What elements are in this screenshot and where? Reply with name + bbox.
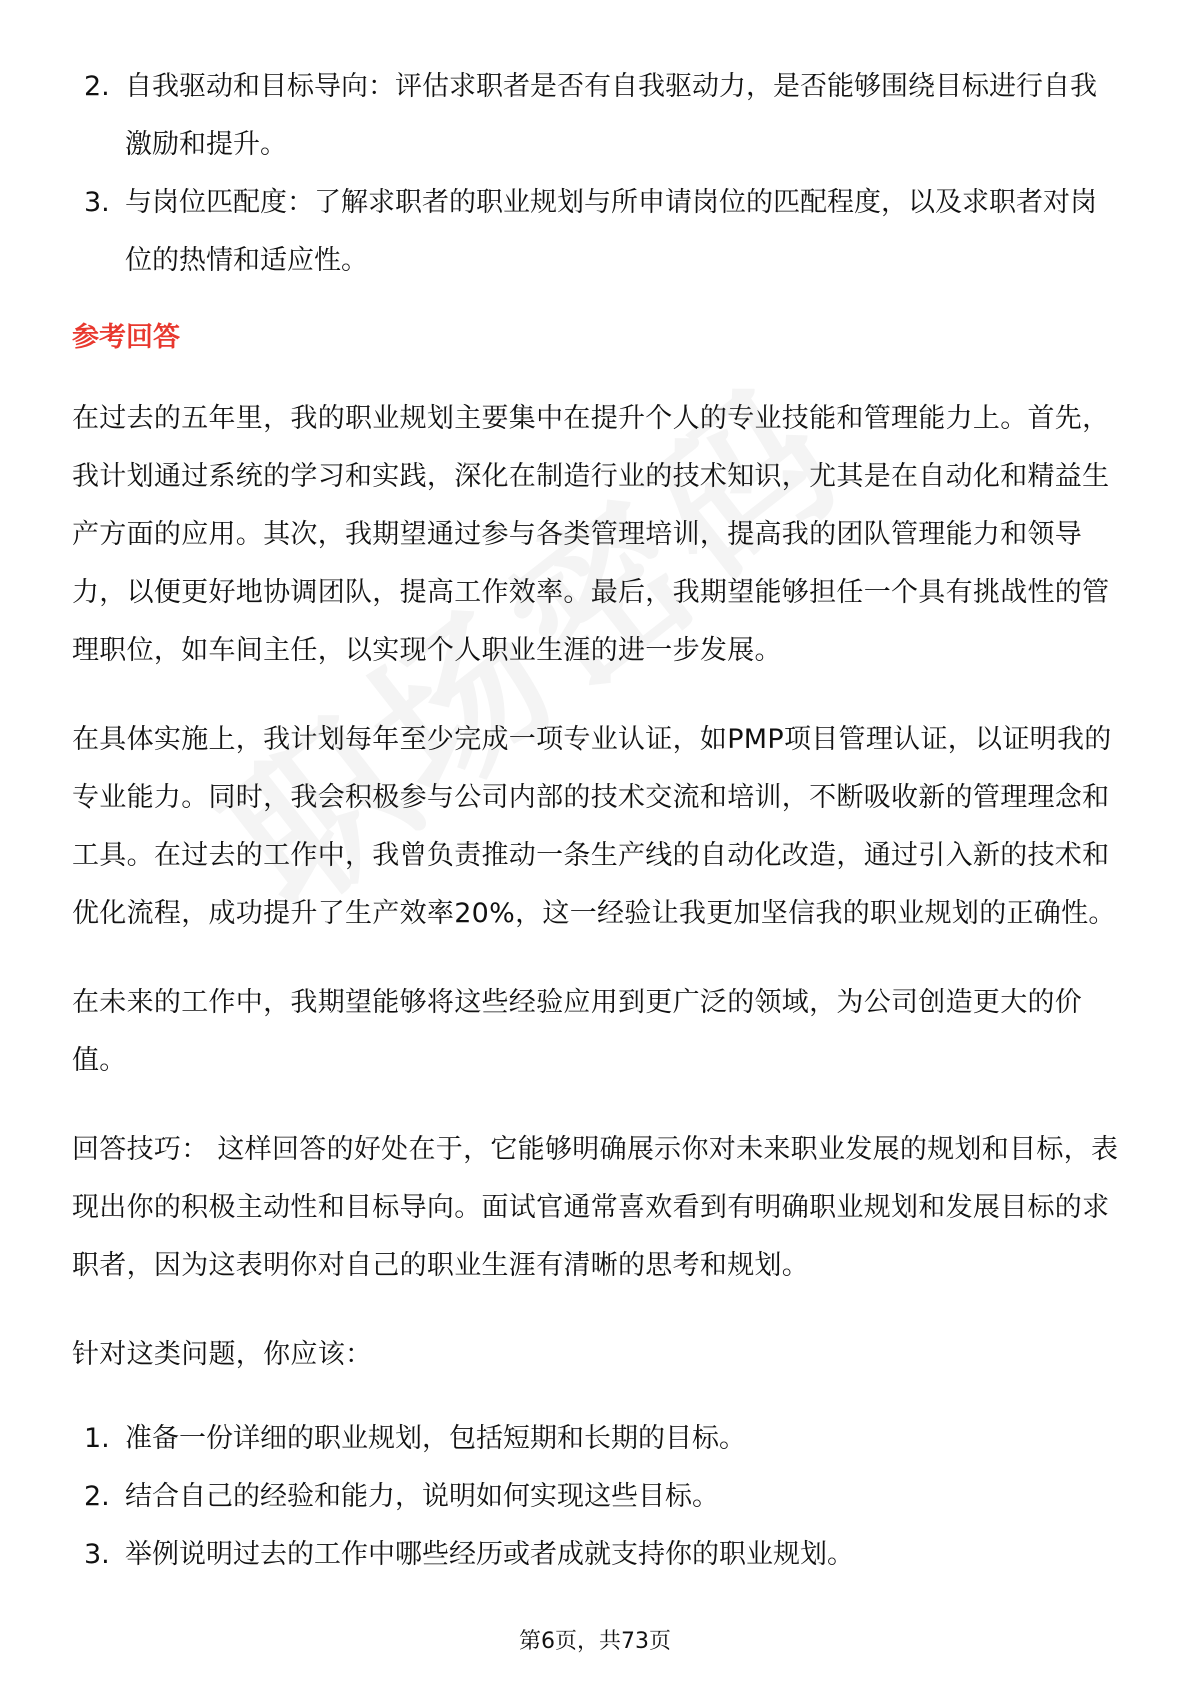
advice-intro: 针对这类问题，你应该：: [72, 1339, 373, 1370]
answer-paragraph-2: 在具体实施上，我计划每年至少完成一项专业认证，如PMP项目管理认证，以证明我的专业能力。同时，我会积极参与公司内部的技术交流和培训，不断吸收新的管理理念和工具。在过去的工作中，我曾负责推动一条生产线的自动化改造，通过引入新的技术和优化流程，成功提升了生产效率20%，这一经验让我更加坚信我的职业规划的正确性。: [72, 724, 1116, 929]
list-item-number: 3.: [84, 187, 110, 218]
list-item-text: 结合自己的经验和能力，说明如何实现这些目标。: [125, 1481, 719, 1512]
advice-list: [72, 1410, 1122, 1584]
list-item-number: 1.: [84, 1423, 110, 1454]
list-item-text: 准备一份详细的职业规划，包括短期和长期的目标。: [125, 1423, 746, 1454]
list-item-text: 自我驱动和目标导向：评估求职者是否有自我驱动力，是否能够围绕目标进行自我激励和提升。: [125, 71, 1097, 160]
list-item-number: 2.: [84, 71, 110, 102]
section-title: 参考回答: [72, 322, 180, 353]
criteria-list: [72, 58, 1122, 290]
list-item-number: 3.: [84, 1539, 110, 1570]
list-item: [72, 1526, 1122, 1584]
content-area: [72, 58, 1122, 1584]
list-item: [72, 58, 1122, 174]
answer-paragraph-3: 在未来的工作中，我期望能够将这些经验应用到更广泛的领域，为公司创造更大的价值。: [72, 987, 1083, 1076]
list-item-number: 2.: [84, 1481, 110, 1512]
tips-paragraph: 回答技巧： 这样回答的好处在于，它能够明确展示你对未来职业发展的规划和目标，表现出你的积极主动性和目标导向。面试官通常喜欢看到有明确职业规划和发展目标的求职者，因为这表明你对自己的职业生涯有清晰的思考和规划。: [72, 1134, 1119, 1281]
list-item-text: 与岗位匹配度：了解求职者的职业规划与所申请岗位的匹配程度，以及求职者对岗位的热情和适应性。: [125, 187, 1097, 276]
list-item: [72, 1468, 1122, 1526]
list-item-text: 举例说明过去的工作中哪些经历或者成就支持你的职业规划。: [125, 1539, 854, 1570]
page-number: 第6页，共73页: [519, 1629, 671, 1654]
answer-paragraph-1: 在过去的五年里，我的职业规划主要集中在提升个人的专业技能和管理能力上。首先，我计划通过系统的学习和实践，深化在制造行业的技术知识，尤其是在自动化和精益生产方面的应用。其次，我期望通过参与各类管理培训，提高我的团队管理能力和领导力，以便更好地协调团队，提高工作效率。最后，我期望能够担任一个具有挑战性的管理职位，如车间主任，以实现个人职业生涯的进一步发展。: [72, 403, 1110, 666]
list-item: [72, 174, 1122, 290]
list-item: [72, 1410, 1122, 1468]
